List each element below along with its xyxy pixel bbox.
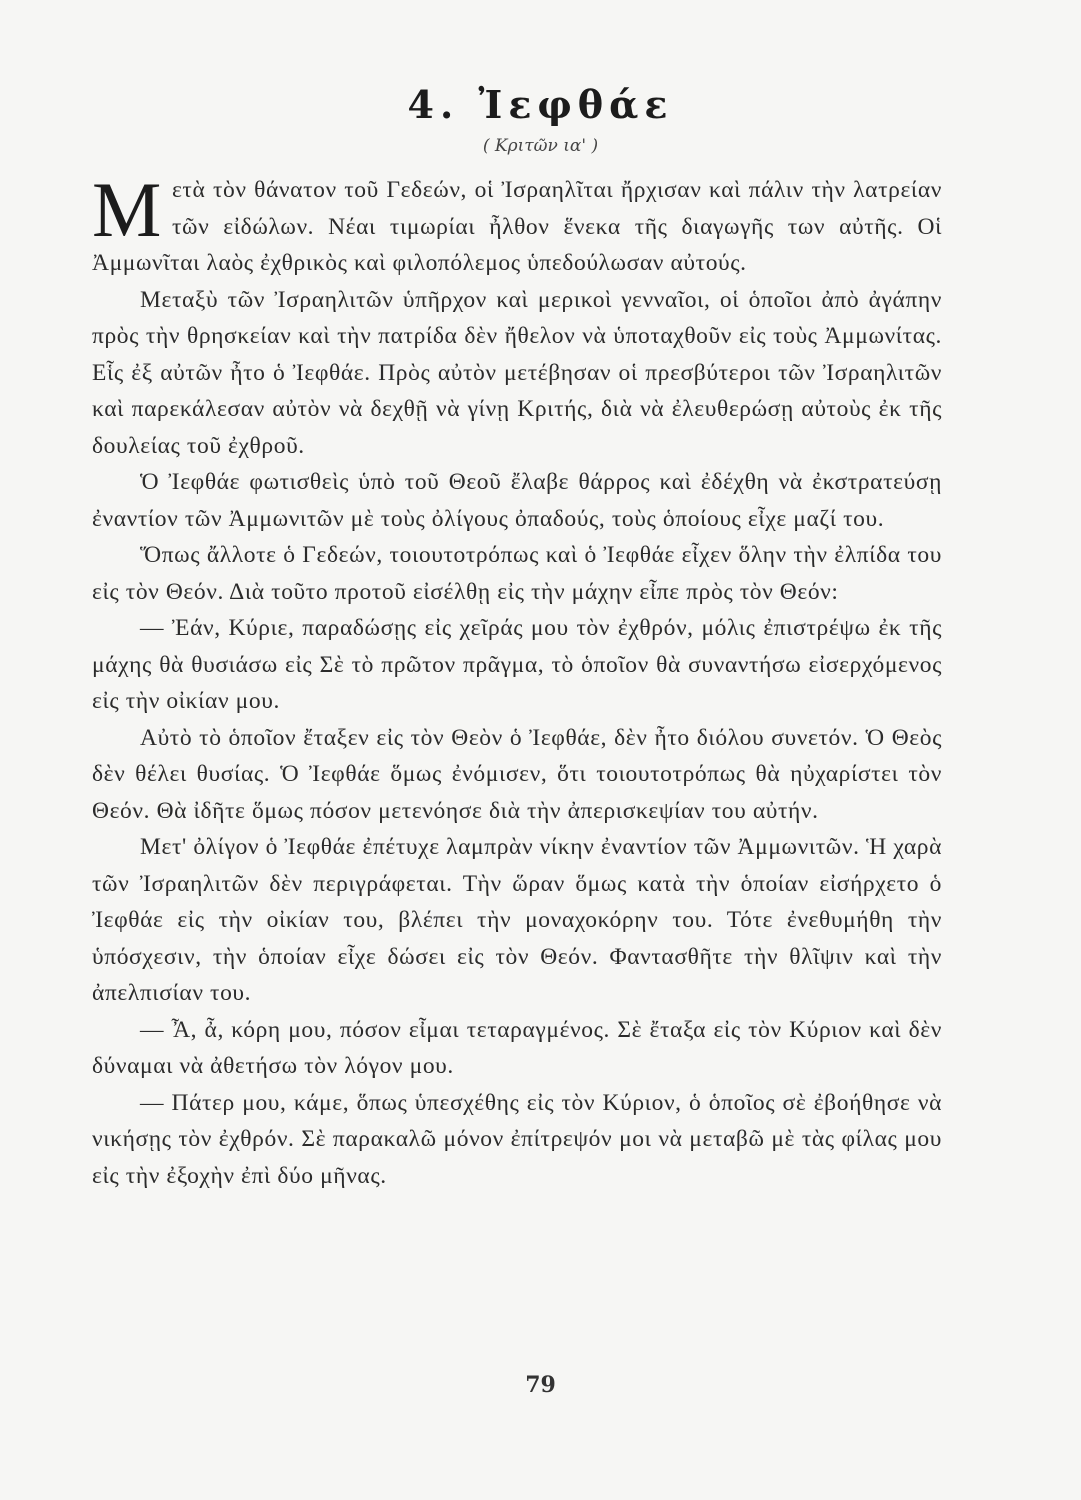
paragraph-1 (92, 166, 942, 282)
paragraph-6: Μετ' ὀλίγον ὁ Ἰεφθάε ἐπέτυχε λαμπρὰν νίκην ἐναντίον τῶν Ἀμμωνιτῶν. Ἡ χαρὰ τῶν Ἰσραηλιτῶν δὲν περιγράφεται. Τὴν ὥραν ὅμως κατὰ τὴν ὁποίαν εἰσήρχετο ὁ Ἰεφθάε εἰς τὴν οἰκίαν του, βλέπει τὴν μοναχοκόρην του. Τότε ἐνεθυμήθη τὴν ὑπόσχεσιν, τὴν ὁποίαν εἶχε δώσει εἰς τὸν Θεόν. Φαντασθῆτε τὴν θλῖψιν καὶ τὴν ἀπελπισίαν του. (92, 834, 942, 1006)
paragraph-4: Ὅπως ἄλλοτε ὁ Γεδεών, τοιουτοτρόπως καὶ ὁ Ἰεφθάε εἶχεν ὅλην τὴν ἐλπίδα του εἰς τὸν Θεόν. Διὰ τοῦτο προτοῦ εἰσέλθῃ εἰς τὴν μάχην εἶπε πρὸς τὸν Θεόν: (92, 542, 942, 605)
drop-cap: Μ (92, 166, 162, 253)
dialogue-line-2: — Ἆ, ἆ, κόρη μου, πόσον εἶμαι τεταραγμένος. Σὲ ἔταξα εἰς τὸν Κύριον καὶ δὲν δύναμαι νὰ ἀθετήσω τὸν λόγον μου. (92, 1016, 942, 1079)
chapter-title: 4. Ἰεφθάε (407, 82, 674, 127)
chapter-body (92, 166, 942, 1194)
paragraph-text: ετὰ τὸν θάνατον τοῦ Γεδεών, οἱ Ἰσραηλῖται ἤρχισαν καὶ πάλιν τὴν λατρείαν τῶν εἰδώλων. Νέαι τιμωρίαι ἦλθον ἕνεκα τῆς διαγωγῆς των αὐτῆς. Οἱ Ἀμμωνῖται λαὸς ἐχθρικὸς καὶ φιλοπόλεμος ὑπεδούλωσαν αὐτούς. (92, 177, 942, 276)
paragraph-3: Ὁ Ἰεφθάε φωτισθεὶς ὑπὸ τοῦ Θεοῦ ἔλαβε θάρρος καὶ ἐδέχθη νὰ ἐκστρατεύσῃ ἐναντίον τῶν Ἀμμωνιτῶν μὲ τοὺς ὀλίγους ὀπαδούς, τοὺς ὁποίους εἶχε μαζί του. (92, 469, 942, 532)
paragraph-5: Αὐτὸ τὸ ὁποῖον ἔταξεν εἰς τὸν Θεὸν ὁ Ἰεφθάε, δὲν ἦτο διόλου συνετόν. Ὁ Θεὸς δὲν θέλει θυσίας. Ὁ Ἰεφθάε ὅμως ἐνόμισεν, ὅτι τοιουτοτρόπως θὰ ηὐχαρίστει τὸν Θεόν. Θὰ ἰδῆτε ὅμως πόσον μετενόησε διὰ τὴν ἀπερισκεψίαν του αὐτήν. (92, 724, 942, 824)
paragraph-2: Μεταξὺ τῶν Ἰσραηλιτῶν ὑπῆρχον καὶ μερικοὶ γενναῖοι, οἱ ὁποῖοι ἀπὸ ἀγάπην πρὸς τὴν θρησκείαν καὶ τὴν πατρίδα δὲν ἤθελον νὰ ὑποταχθοῦν εἰς τοὺς Ἀμμωνίτας. Εἷς ἐξ αὐτῶν ἦτο ὁ Ἰεφθάε. Πρὸς αὐτὸν μετέβησαν οἱ πρεσβύτεροι τῶν Ἰσραηλιτῶν καὶ παρεκάλεσαν αὐτὸν νὰ δεχθῇ νὰ γίνῃ Κριτής, διὰ νὰ ἐλευθερώσῃ αὐτοὺς ἐκ τῆς δουλείας τοῦ ἐχθροῦ. (92, 286, 942, 459)
dialogue-line-3: — Πάτερ μου, κάμε, ὅπως ὑπεσχέθης εἰς τὸν Κύριον, ὁ ὁποῖος σὲ ἐβοήθησε νὰ νικήσῃς τὸν ἐχθρόν. Σὲ παρακαλῶ μόνον ἐπίτρεψόν μοι νὰ μεταβῶ μὲ τὰς φίλας μου εἰς τὴν ἐξοχὴν ἐπὶ δύο μῆνας. (92, 1089, 942, 1189)
scripture-reference: ( Κριτῶν ια' ) (482, 136, 599, 156)
dialogue-line-1: — Ἐάν, Κύριε, παραδώσῃς εἰς χεῖράς μου τὸν ἐχθρόν, μόλις ἐπιστρέψω ἐκ τῆς μάχης θὰ θυσιάσω εἰς Σὲ τὸ πρῶτον πρᾶγμα, τὸ ὁποῖον θὰ συναντήσω εἰσερχόμενος εἰς τὴν οἰκίαν μου. (92, 615, 942, 714)
page-number: 79 (525, 1372, 556, 1398)
